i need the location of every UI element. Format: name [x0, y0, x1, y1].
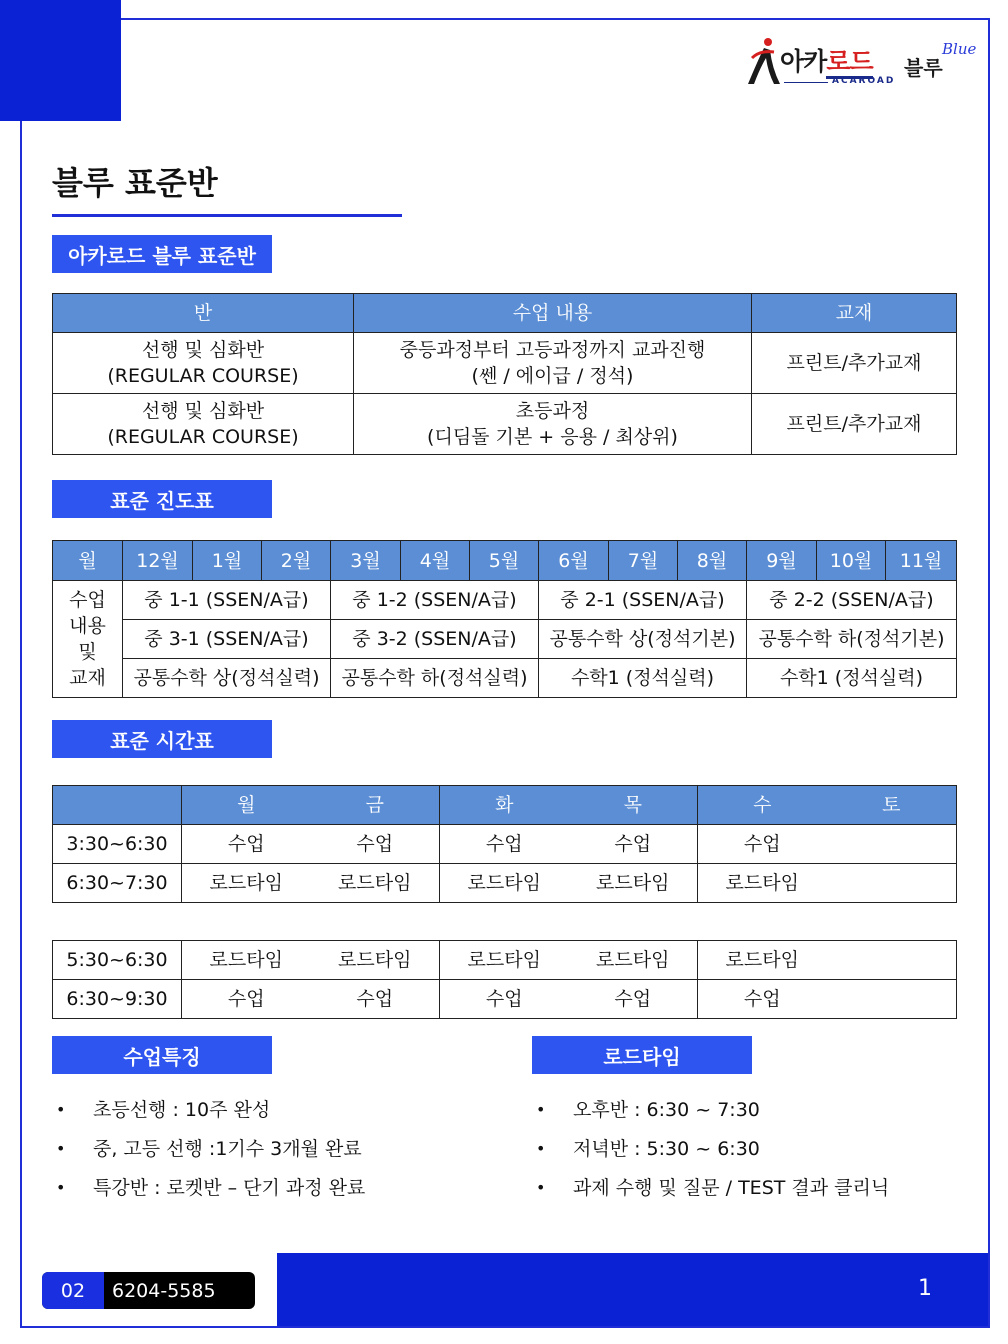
roadtime-list	[532, 1097, 889, 1214]
schedule-cell: 로드타임	[569, 864, 698, 903]
list-item: • 중, 고등 선행 :1기수 3개월 완료	[56, 1138, 362, 1160]
progress-cell: 중 1-1 (SSEN/A급)	[123, 581, 331, 620]
list-item: • 저녁반 : 5:30 ~ 6:30	[536, 1138, 760, 1160]
content-cell: 중등과정부터 고등과정까지 교과진행 (쎈 / 에이급 / 정석)	[354, 333, 752, 394]
month-cell: 11월	[886, 541, 957, 581]
schedule-table-evening	[52, 940, 957, 1019]
header-class: 반	[53, 294, 354, 333]
month-cell: 5월	[470, 541, 539, 581]
progress-cell: 공통수학 하(정석실력)	[331, 659, 539, 698]
progress-cell: 공통수학 상(정석실력)	[123, 659, 331, 698]
schedule-cell: 수업	[182, 825, 311, 864]
section-schedule-badge: 표준 시간표	[52, 720, 272, 758]
progress-cell: 공통수학 상(정석기본)	[539, 620, 747, 659]
schedule-cell: 수업	[440, 980, 569, 1019]
phone-number: 6204-5585	[112, 1279, 216, 1302]
progress-cell: 수학1 (정석실력)	[747, 659, 957, 698]
month-label: 월	[53, 541, 123, 581]
logo-blue-ko: 블루	[904, 56, 943, 80]
section-progress-badge: 표준 진도표	[52, 480, 272, 518]
schedule-table-afternoon	[52, 785, 957, 903]
phone-area-code: 02	[42, 1272, 104, 1309]
day-cell: 수	[698, 786, 827, 825]
time-cell: 6:30~7:30	[53, 864, 182, 903]
schedule-cell	[827, 941, 957, 980]
progress-cell: 중 2-1 (SSEN/A급)	[539, 581, 747, 620]
bullet-icon: •	[56, 1100, 66, 1119]
section-features-badge: 수업특징	[52, 1036, 272, 1074]
schedule-cell	[827, 980, 957, 1019]
schedule-cell: 로드타임	[182, 864, 311, 903]
bullet-icon: •	[56, 1139, 66, 1158]
schedule-cell: 수업	[569, 980, 698, 1019]
footer-bar	[277, 1253, 988, 1326]
day-header-row	[53, 786, 957, 825]
header-book: 교재	[752, 294, 957, 333]
schedule-cell: 로드타임	[698, 864, 827, 903]
section-course-badge: 아카로드 블루 표준반	[52, 235, 272, 273]
course-table	[52, 293, 957, 455]
month-cell: 4월	[401, 541, 470, 581]
month-cell: 9월	[747, 541, 817, 581]
row-label-cell: 수업 내용 및 교재	[53, 581, 123, 698]
schedule-cell: 수업	[311, 980, 440, 1019]
page-title: 블루 표준반	[52, 164, 218, 202]
list-item: • 오후반 : 6:30 ~ 7:30	[536, 1099, 760, 1121]
table-row	[53, 864, 957, 903]
month-cell: 2월	[262, 541, 331, 581]
content-cell: 초등과정 (디딤돌 기본 + 응용 / 최상위)	[354, 394, 752, 455]
schedule-cell	[827, 825, 957, 864]
runner-logo-icon	[744, 36, 780, 88]
book-cell: 프린트/추가교재	[752, 394, 957, 455]
bullet-icon: •	[56, 1178, 66, 1197]
month-cell: 1월	[193, 541, 262, 581]
bullet-icon: •	[536, 1139, 546, 1158]
progress-cell: 중 3-1 (SSEN/A급)	[123, 620, 331, 659]
list-item: • 특강반 : 로켓반 – 단기 과정 완료	[56, 1177, 366, 1199]
month-cell: 7월	[609, 541, 678, 581]
title-rule	[52, 214, 402, 217]
schedule-cell: 로드타임	[311, 941, 440, 980]
schedule-cell: 로드타임	[569, 941, 698, 980]
progress-cell: 수학1 (정석실력)	[539, 659, 747, 698]
table-row	[53, 394, 957, 455]
logo-subtext: ACAROAD	[832, 76, 896, 86]
progress-cell: 중 2-2 (SSEN/A급)	[747, 581, 957, 620]
month-cell: 12월	[123, 541, 193, 581]
brand-logo	[744, 32, 984, 92]
schedule-cell: 수업	[182, 980, 311, 1019]
logo-wordmark: 아카로드	[780, 42, 873, 78]
logo-underline	[784, 82, 828, 83]
table-row	[53, 659, 957, 698]
schedule-cell	[827, 864, 957, 903]
schedule-cell: 로드타임	[440, 864, 569, 903]
phone-badge	[42, 1272, 255, 1309]
time-cell: 6:30~9:30	[53, 980, 182, 1019]
schedule-cell: 수업	[698, 980, 827, 1019]
table-row	[53, 825, 957, 864]
features-list	[52, 1097, 365, 1214]
day-cell: 화	[440, 786, 569, 825]
schedule-cell: 수업	[698, 825, 827, 864]
month-header-row	[53, 541, 957, 581]
time-cell: 3:30~6:30	[53, 825, 182, 864]
list-item: • 과제 수행 및 질문 / TEST 결과 클리닉	[536, 1177, 890, 1199]
day-cell: 월	[182, 786, 311, 825]
schedule-cell: 수업	[311, 825, 440, 864]
month-cell: 6월	[539, 541, 609, 581]
progress-cell: 중 3-2 (SSEN/A급)	[331, 620, 539, 659]
day-cell: 금	[311, 786, 440, 825]
table-row	[53, 980, 957, 1019]
schedule-cell: 수업	[440, 825, 569, 864]
day-cell: 토	[827, 786, 957, 825]
schedule-cell: 로드타임	[440, 941, 569, 980]
class-cell: 선행 및 심화반 (REGULAR COURSE)	[53, 394, 354, 455]
table-header-row	[53, 294, 957, 333]
schedule-cell: 로드타임	[698, 941, 827, 980]
day-cell: 목	[569, 786, 698, 825]
book-cell: 프린트/추가교재	[752, 333, 957, 394]
month-cell: 10월	[817, 541, 886, 581]
table-row	[53, 620, 957, 659]
progress-cell: 중 1-2 (SSEN/A급)	[331, 581, 539, 620]
table-row	[53, 941, 957, 980]
page-number: 1	[918, 1276, 932, 1301]
list-item: • 초등선행 : 10주 완성	[56, 1099, 271, 1121]
logo-blue-script: Blue	[942, 40, 977, 58]
schedule-cell: 로드타임	[182, 941, 311, 980]
corner-block	[0, 0, 121, 121]
header-content: 수업 내용	[354, 294, 752, 333]
month-cell: 3월	[331, 541, 401, 581]
schedule-cell: 수업	[569, 825, 698, 864]
class-cell: 선행 및 심화반 (REGULAR COURSE)	[53, 333, 354, 394]
bullet-icon: •	[536, 1100, 546, 1119]
section-roadtime-badge: 로드타임	[532, 1036, 752, 1074]
bullet-icon: •	[536, 1178, 546, 1197]
table-row	[53, 333, 957, 394]
progress-cell: 공통수학 하(정석기본)	[747, 620, 957, 659]
schedule-cell: 로드타임	[311, 864, 440, 903]
time-cell: 5:30~6:30	[53, 941, 182, 980]
progress-table	[52, 540, 957, 698]
table-row	[53, 581, 957, 620]
month-cell: 8월	[678, 541, 747, 581]
time-header	[53, 786, 182, 825]
